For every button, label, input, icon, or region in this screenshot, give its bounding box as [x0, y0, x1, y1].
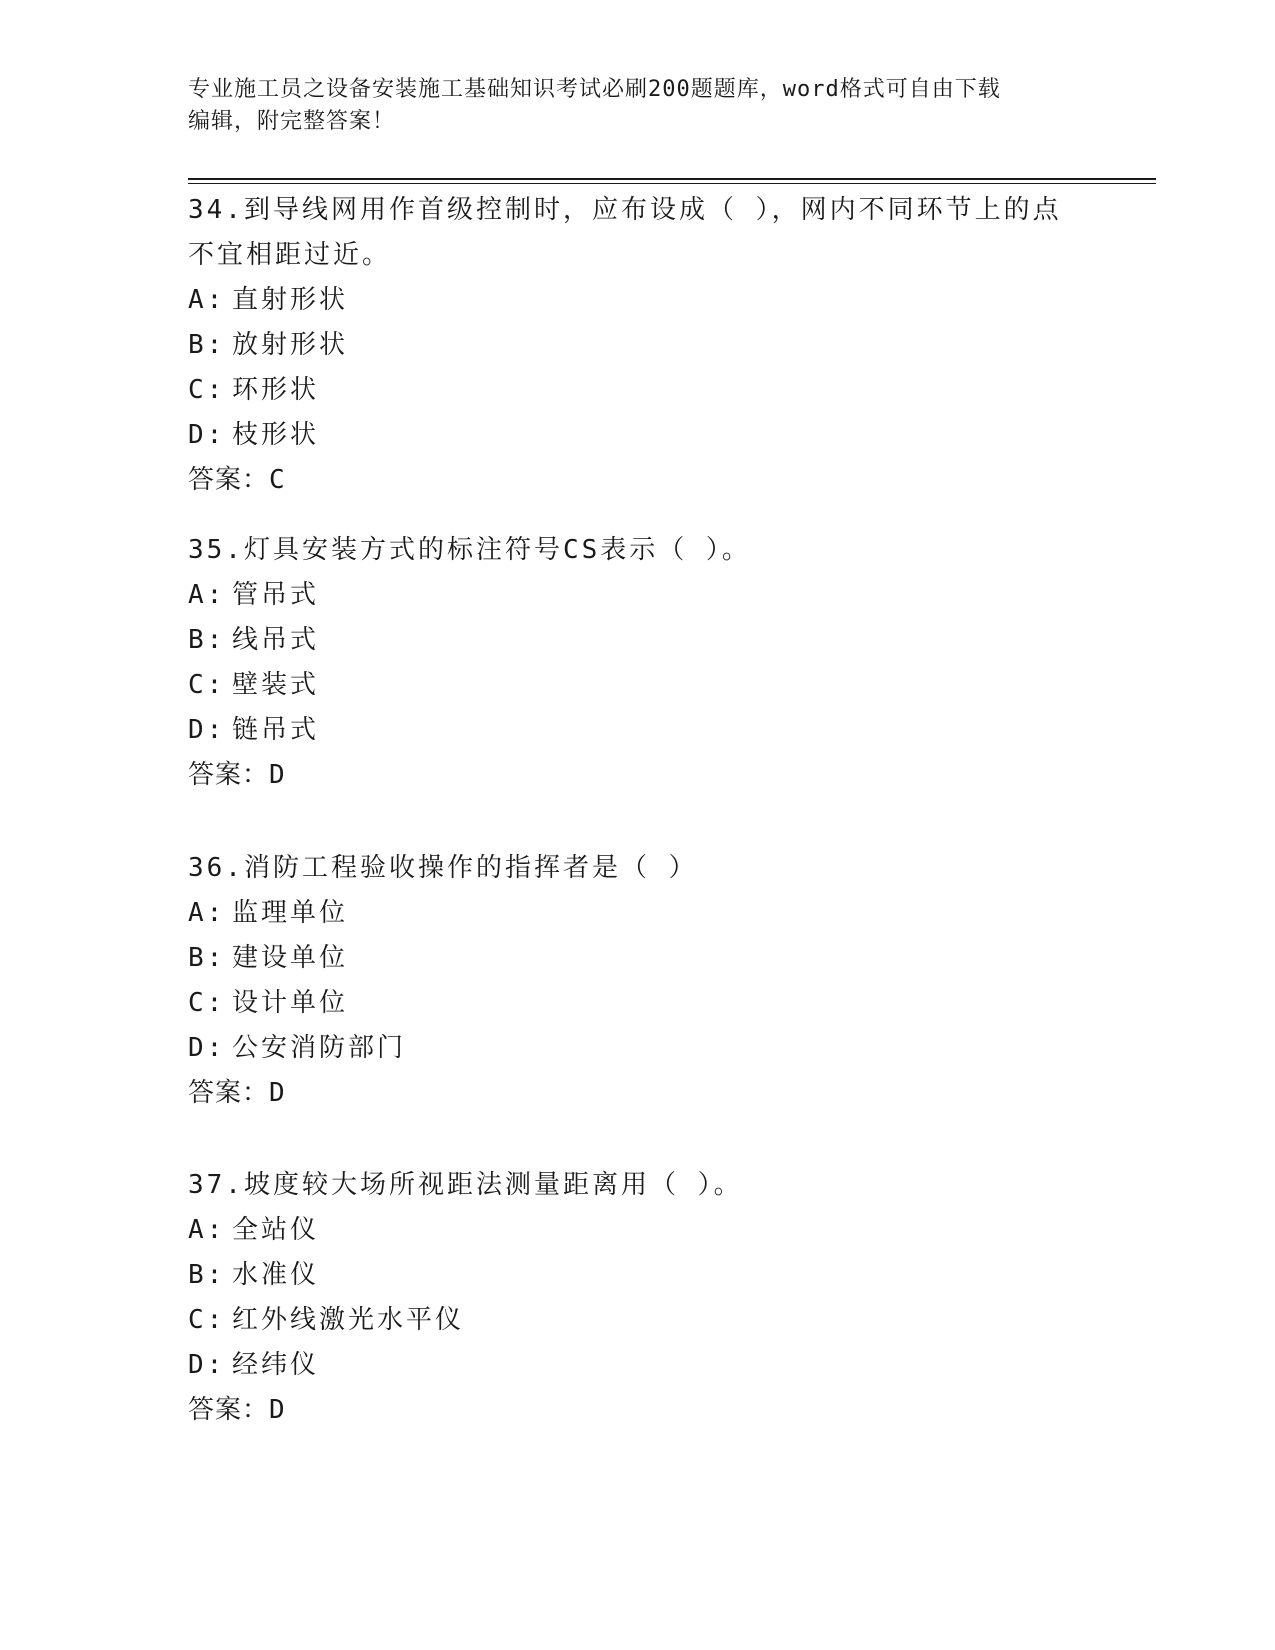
option-b	[188, 936, 1068, 981]
question-34	[188, 188, 1068, 503]
answer-label: 答案：	[188, 1078, 270, 1108]
answer-value: D	[269, 1078, 285, 1108]
answer-label: 答案：	[188, 760, 270, 790]
question-36	[188, 846, 1068, 1116]
question-35	[188, 528, 1068, 798]
option-key: A:	[188, 898, 226, 928]
option-text: 监理单位	[232, 898, 349, 928]
header-line-1: 专业施工员之设备安装施工基础知识考试必刷200题题库，word格式可自由下载	[188, 77, 1001, 102]
option-b	[188, 1253, 1068, 1298]
option-b	[188, 618, 1068, 663]
option-key: A:	[188, 285, 226, 315]
answer-line	[188, 458, 1068, 503]
option-a	[188, 891, 1068, 936]
option-d	[188, 413, 1068, 458]
option-a	[188, 573, 1068, 618]
option-text: 链吊式	[232, 715, 320, 745]
option-d	[188, 1343, 1068, 1388]
option-text: 水准仪	[232, 1260, 320, 1290]
answer-value: D	[269, 760, 285, 790]
option-key: B:	[188, 943, 226, 973]
option-text: 管吊式	[232, 580, 320, 610]
question-text: 34.到导线网用作首级控制时，应布设成（ ），网内不同环节上的点	[188, 195, 1062, 225]
option-text: 公安消防部门	[232, 1033, 407, 1063]
option-c	[188, 368, 1068, 413]
answer-value: C	[269, 465, 285, 495]
question-text: 36.消防工程验收操作的指挥者是（ ）	[188, 853, 698, 883]
option-key: B:	[188, 1260, 226, 1290]
header-line-2: 编辑，附完整答案！	[188, 109, 396, 134]
option-key: C:	[188, 375, 226, 405]
answer-label: 答案：	[188, 465, 270, 495]
answer-label: 答案：	[188, 1395, 270, 1425]
option-a	[188, 1208, 1068, 1253]
option-c	[188, 663, 1068, 708]
option-text: 设计单位	[232, 988, 349, 1018]
question-text-cont: 不宜相距过近。	[188, 240, 392, 270]
option-key: C:	[188, 988, 226, 1018]
option-key: C:	[188, 1305, 226, 1335]
document-header	[188, 74, 1068, 138]
option-key: D:	[188, 1033, 226, 1063]
option-key: D:	[188, 715, 226, 745]
option-key: B:	[188, 625, 226, 655]
question-text: 35.灯具安装方式的标注符号CS表示（ ）。	[188, 535, 751, 565]
answer-line	[188, 1071, 1068, 1116]
option-key: A:	[188, 1215, 226, 1245]
option-key: C:	[188, 670, 226, 700]
option-text: 环形状	[232, 375, 320, 405]
answer-line	[188, 1388, 1068, 1433]
question-37	[188, 1163, 1068, 1433]
option-text: 线吊式	[232, 625, 320, 655]
option-c	[188, 981, 1068, 1026]
answer-line	[188, 753, 1068, 798]
option-d	[188, 708, 1068, 753]
question-text: 37.坡度较大场所视距法测量距离用（ ）。	[188, 1170, 743, 1200]
option-text: 全站仪	[232, 1215, 320, 1245]
option-text: 建设单位	[232, 943, 349, 973]
option-text: 枝形状	[232, 420, 320, 450]
option-key: A:	[188, 580, 226, 610]
option-key: B:	[188, 330, 226, 360]
option-key: D:	[188, 420, 226, 450]
option-text: 红外线激光水平仪	[232, 1305, 465, 1335]
option-text: 经纬仪	[232, 1350, 320, 1380]
answer-value: D	[269, 1395, 285, 1425]
option-b	[188, 323, 1068, 368]
option-key: D:	[188, 1350, 226, 1380]
option-a	[188, 278, 1068, 323]
option-text: 放射形状	[232, 330, 349, 360]
header-divider-thick	[188, 178, 1156, 180]
option-text: 壁装式	[232, 670, 320, 700]
option-text: 直射形状	[232, 285, 349, 315]
header-divider-thin	[188, 183, 1156, 184]
option-c	[188, 1298, 1068, 1343]
option-d	[188, 1026, 1068, 1071]
